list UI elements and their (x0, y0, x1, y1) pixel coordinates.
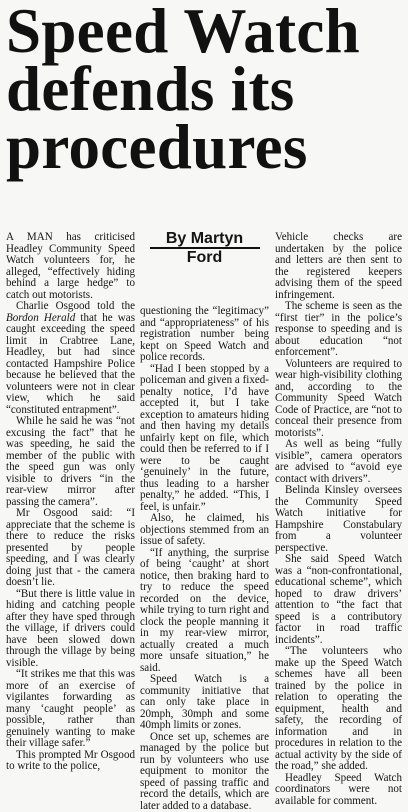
paragraph: Vehicle checks are undertaken by the police and letters are then sent to the registered keepers advising them of the speed infringement. (275, 232, 402, 301)
article-column-1 (6, 232, 135, 773)
byline-line-1: By Martyn (140, 230, 269, 247)
paragraph: This prompted Mr Osgood to write to the police, (6, 750, 135, 773)
paragraph: Once set up, schemes are managed by the police but run by volunteers who use equipment to monitor the speed of passing traffic and record the details, which are later added to a database. (140, 732, 269, 812)
paragraph: “Had I been stopped by a policeman and given a fixed-penalty notice, I’d have accepted it, but I take exception to amateurs hiding and then having my details unfairly kept on file, which could then be referred to if I were to be caught ‘genuinely’ in the future, thus leading to a harsher penalty,” he added. “This, I feel, is unfair.” (140, 364, 269, 514)
paragraph: “The volunteers who make up the Speed Watch schemes have all been trained by the police in relation to operating the equipment, health and safety, the recording of information and in procedures in relation to the actual activity by the side of the road,” she added. (275, 646, 402, 773)
paragraph: A MAN has criticised Headley Community Speed Watch volunteers for, he alleged, “effectively hiding behind a large hedge” to catch out motorists. (6, 232, 135, 301)
headline (6, 2, 404, 176)
paragraph: Headley Speed Watch coordinators were not available for comment. (275, 773, 402, 808)
article-column-2 (140, 306, 269, 812)
paragraph: She said Speed Watch was a “non-confrontational, educational scheme”, which hoped to draw drivers’ attention to “the fact that speed is a contributory factor in road traffic incidents”. (275, 554, 402, 646)
paragraph: Belinda Kinsley oversees the Community Speed Watch initiative for Hampshire Constabulary from a volunteer perspective. (275, 485, 402, 554)
paragraph: “If anything, the surprise of being ‘caught’ at short notice, then braking hard to try to reduce the speed recorded on the device, while trying to turn right and clock the people manning it in my rear-view mirror, actually created a much more unsafe situation,” he said. (140, 548, 269, 675)
paragraph: “But there is little value in hiding and catching people after they have sped through the village, if drivers could have been slowed down through the village by being visible. (6, 589, 135, 670)
paragraph: questioning the “legitimacy” and “appropriateness” of his registration number being kept on Speed Watch and police records. (140, 306, 269, 364)
byline-line-2: Ford (140, 249, 269, 266)
paragraph: Volunteers are required to wear high-visibility clothing and, according to the Community Speed Watch Code of Practice, are “not to conceal their presence from motorists”. (275, 359, 402, 440)
headline-line-2: defends its (6, 60, 404, 118)
paragraph: Charlie Osgood told the Bordon Herald that he was caught exceeding the speed limit in Crabtree Lane, Headley, but had since contacted Hampshire Police because he believed that the volunteers were not in clear view, which he said “constituted entrapment”. (6, 301, 135, 416)
headline-line-3: procedures (6, 118, 404, 176)
paragraph: Mr Osgood said: “I appreciate that the scheme is there to reduce the risks presented by people speeding, and I was clearly doing just that - the camera doesn’t lie. (6, 508, 135, 589)
paragraph: “It strikes me that this was more of an exercise of vigilantes forwarding as many ‘caught people’ as possible, rather than genuinely wanting to make their village safer.” (6, 669, 135, 750)
article-column-3 (275, 232, 402, 807)
paragraph: As well as being “fully visible”, camera operators are advised to “avoid eye contact with drivers”. (275, 439, 402, 485)
paragraph: While he said he was “not excusing the fact” that he was speeding, he said the member of the public with the speed gun was only visible to drivers “in the rear-view mirror after passing the camera”. (6, 416, 135, 508)
newspaper-name: Bordon Herald (6, 312, 75, 324)
paragraph: Also, he claimed, his objections stemmed from an issue of safety. (140, 513, 269, 548)
paragraph: Speed Watch is a community initiative that can only take place in 20mph, 30mph and some 40mph limits or zones. (140, 674, 269, 732)
byline (140, 230, 269, 266)
headline-line-1: Speed Watch (6, 2, 404, 60)
paragraph: The scheme is seen as the “first tier” in the police’s response to speeding and is about education “not enforcement”. (275, 301, 402, 359)
